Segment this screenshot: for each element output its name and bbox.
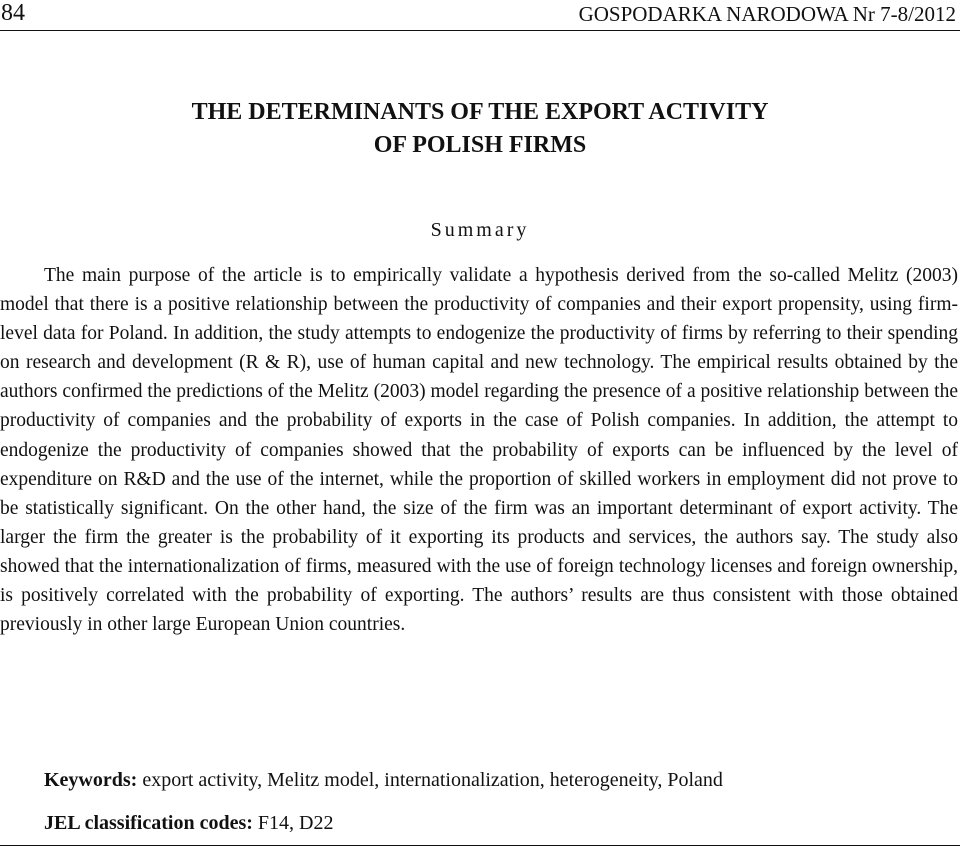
page-header <box>0 0 960 32</box>
page-number: 84 <box>1 0 25 26</box>
keywords-label: Keywords: <box>44 769 138 791</box>
article-title <box>0 96 960 162</box>
summary-heading: Summary <box>430 219 530 241</box>
title-line-2: OF POLISH FIRMS <box>373 132 587 158</box>
jel-codes-line <box>44 810 944 836</box>
footer-divider <box>0 845 960 846</box>
jel-codes-value: F14, D22 <box>257 812 334 834</box>
journal-name: GOSPODARKA NARODOWA Nr 7-8/2012 <box>578 2 956 26</box>
header-divider <box>0 30 960 31</box>
title-line-1: THE DETERMINANTS OF THE EXPORT ACTIVITY <box>191 99 769 125</box>
keywords-value: export activity, Melitz model, internationalization, heterogeneity, Poland <box>142 769 723 791</box>
abstract-text: The main purpose of the article is to empirically validate a hypothesis derived from the so-called Melitz (2003) model that there is a positive relationship between the productivity of companies and their export propensity, using firm-level data for Poland. In addition, the study attempts to endogenize the productivity of firms by referring to their spending on research and development (R & R), use of human capital and new technology. The empirical results obtained by the authors confirmed the predictions of the Melitz (2003) model regarding the presence of a positive relationship between the productivity of companies and the probability of exports in the case of Polish companies. In addition, the attempt to endogenize the productivity of companies showed that the probability of exports can be influenced by the level of expenditure on R&D and the use of the internet, while the proportion of skilled workers in employment did not prove to be statistically significant. On the other hand, the size of the firm was an important determinant of export activity. The larger the firm the greater is the probability of it exporting its products and services, the authors say. The study also showed that the internationalization of firms, measured with the use of foreign technology licenses and foreign ownership, is positively correlated with the probability of exporting. The authors’ results are thus consistent with those obtained previously in other large European Union countries. <box>0 265 958 636</box>
keywords-line <box>44 767 944 793</box>
jel-label: JEL classification codes: <box>44 812 253 834</box>
